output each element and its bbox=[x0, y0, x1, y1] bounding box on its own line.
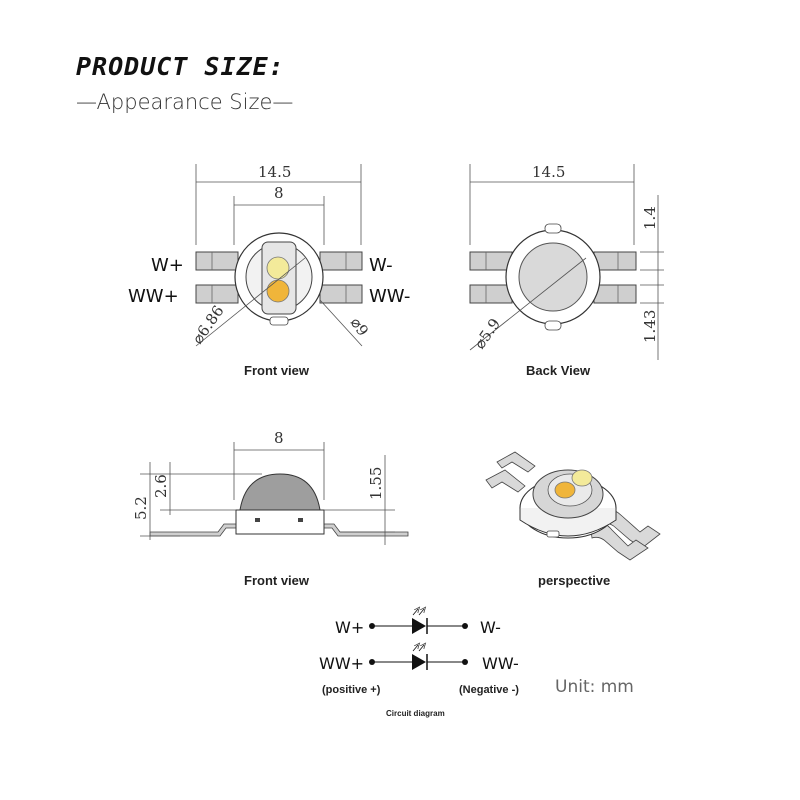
circuit-ww-plus: WW+ bbox=[319, 654, 365, 673]
side-width: 8 bbox=[274, 429, 284, 447]
unit-label: Unit: mm bbox=[555, 677, 634, 697]
circuit-diagram bbox=[369, 609, 468, 670]
front-width-total: 14.5 bbox=[258, 163, 292, 181]
front-pin-ww-plus: WW+ bbox=[128, 286, 179, 307]
side-view-caption: Front view bbox=[244, 573, 310, 588]
back-view-caption: Back View bbox=[526, 363, 591, 378]
front-diameter-right: ⌀9 bbox=[346, 313, 373, 340]
perspective-caption: perspective bbox=[538, 573, 611, 588]
back-dim-bottom: 1.43 bbox=[641, 309, 659, 343]
front-diameter-left: ⌀6.86 bbox=[188, 302, 228, 348]
front-pin-w-minus: W- bbox=[369, 255, 393, 276]
back-dim-top: 1.4 bbox=[641, 206, 659, 230]
circuit-negative-label: (Negative -) bbox=[459, 684, 519, 696]
white-led-chip bbox=[267, 257, 289, 279]
circuit-caption: Circuit diagram bbox=[386, 709, 445, 718]
side-height-dome: 2.6 bbox=[152, 474, 170, 498]
warm-led-chip bbox=[267, 280, 289, 302]
side-height-total: 5.2 bbox=[132, 496, 150, 520]
appearance-size-subtitle: —Appearance Size— bbox=[76, 90, 294, 114]
side-height-body: 1.55 bbox=[367, 466, 385, 500]
product-size-title: PRODUCT SIZE: bbox=[76, 52, 285, 81]
front-pin-ww-minus: WW- bbox=[369, 286, 411, 307]
perspective-white-chip bbox=[572, 470, 592, 486]
diode-ww-icon bbox=[412, 654, 426, 670]
circuit-ww-minus: WW- bbox=[482, 654, 519, 673]
back-width-total: 14.5 bbox=[532, 163, 566, 181]
circuit-w-plus: W+ bbox=[335, 618, 365, 637]
front-view-caption: Front view bbox=[244, 363, 310, 378]
perspective-drawing bbox=[486, 452, 660, 560]
front-width-inner: 8 bbox=[274, 184, 284, 202]
perspective-warm-chip bbox=[555, 482, 575, 498]
back-diameter: ⌀5.9 bbox=[470, 315, 505, 353]
front-pin-w-plus: W+ bbox=[151, 255, 184, 276]
diode-w-icon bbox=[412, 618, 426, 634]
circuit-positive-label: (positive +) bbox=[322, 684, 381, 696]
circuit-w-minus: W- bbox=[480, 618, 501, 637]
